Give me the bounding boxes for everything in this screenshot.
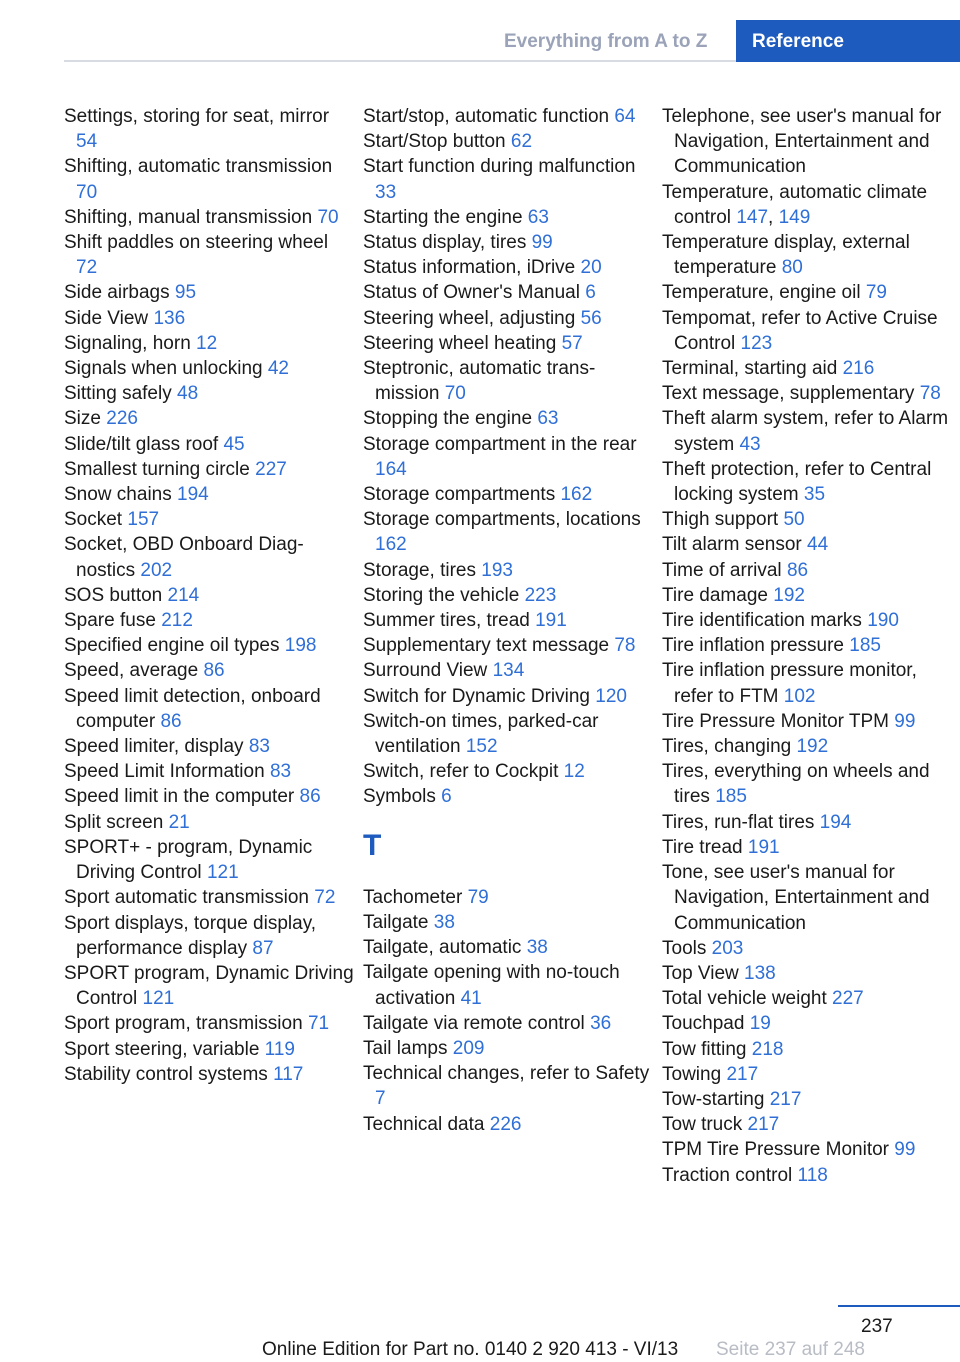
entry-term: Time of arrival — [662, 559, 782, 581]
page-link[interactable]: 216 — [842, 358, 875, 380]
entry-term: Tire inflation pressure monitor, refer to FTM — [662, 660, 917, 707]
index-entry — [64, 583, 354, 608]
page-link[interactable]: 86 — [203, 660, 225, 682]
entry-term: Tire Pressure Monitor TPM — [662, 710, 889, 732]
index-entry — [363, 1061, 653, 1111]
index-entry — [662, 835, 954, 860]
entry-term: Spare fuse — [64, 610, 156, 632]
page-link[interactable]: 147 — [736, 206, 769, 228]
page-link[interactable]: 99 — [894, 1139, 916, 1161]
entry-term: Traction control — [662, 1164, 793, 1186]
index-entry — [363, 885, 653, 910]
index-entry — [363, 1112, 653, 1137]
index-entry — [363, 255, 653, 280]
page-link[interactable]: 56 — [580, 307, 602, 329]
entry-term: Tailgate, automatic — [363, 937, 522, 959]
entry-term: Theft alarm system, refer to Alarm system — [662, 408, 949, 455]
page-link[interactable]: 12 — [196, 332, 218, 354]
page-link[interactable]: 217 — [726, 1063, 759, 1085]
page-link[interactable]: 41 — [460, 987, 482, 1009]
page-link[interactable]: 117 — [273, 1063, 304, 1085]
index-entry — [363, 280, 653, 305]
page-link[interactable]: 38 — [526, 937, 548, 959]
index-entry — [64, 1062, 354, 1087]
page-link[interactable]: 86 — [299, 786, 321, 808]
page-link[interactable]: 87 — [252, 937, 274, 959]
page-link[interactable]: 64 — [614, 106, 636, 127]
index-entry — [64, 885, 354, 910]
index-entry — [662, 1062, 954, 1087]
entry-term: Smallest turning circle — [64, 458, 250, 480]
index-entry — [64, 608, 354, 633]
index-entry — [363, 684, 653, 709]
page-link[interactable]: 54 — [76, 131, 98, 153]
index-entry — [662, 709, 954, 734]
page-link[interactable]: 62 — [510, 131, 533, 153]
index-column-1 — [64, 104, 354, 1087]
entry-term: Socket — [64, 509, 123, 531]
entry-term: Storage, tires — [363, 559, 476, 581]
index-entry — [363, 935, 653, 960]
page-link[interactable]: 19 — [749, 1013, 771, 1035]
page-link[interactable]: 192 — [773, 584, 805, 606]
page-link[interactable]: 162 — [560, 484, 593, 506]
entry-term: Temperature, automatic climate control — [662, 181, 928, 228]
index-entry — [662, 1112, 954, 1137]
page-link[interactable]: 214 — [167, 584, 200, 606]
page-link[interactable]: 217 — [747, 1114, 780, 1136]
page-link[interactable]: 50 — [783, 509, 805, 531]
entry-term: Status information, iDrive — [363, 257, 576, 279]
entry-term: Touchpad — [662, 1013, 745, 1035]
page-link[interactable]: 33 — [375, 181, 397, 203]
index-entry — [363, 154, 653, 204]
entry-term: SPORT program, Dynamic Driving Control — [64, 962, 354, 1010]
page-link[interactable]: 191 — [535, 610, 567, 632]
index-entry — [662, 961, 954, 986]
page-link[interactable]: 119 — [264, 1038, 295, 1060]
page-link[interactable]: 83 — [248, 736, 270, 758]
page-link[interactable]: 191 — [747, 836, 780, 858]
index-entry — [363, 104, 653, 129]
entry-term: Specified engine oil types — [64, 635, 280, 657]
entry-term: Text message, supplementary — [662, 383, 915, 405]
entry-term: Size — [64, 408, 101, 430]
index-entry — [662, 936, 954, 961]
entry-term: Telephone, see user's manual for Navigation, Entertainment and Communication — [662, 106, 942, 178]
page-link[interactable]: 218 — [751, 1038, 784, 1060]
index-entry — [363, 608, 653, 633]
entry-term: Starting the engine — [363, 206, 523, 228]
page-link[interactable]: 44 — [807, 534, 829, 556]
entry-term: Symbols — [363, 786, 436, 808]
index-entry — [363, 306, 653, 331]
entry-term: Top View — [662, 962, 739, 984]
index-entry — [64, 1037, 354, 1062]
reference-tab[interactable]: Reference — [736, 20, 960, 62]
index-entry: Temperature, automatic climate control 147, 149 — [662, 181, 928, 228]
page-link[interactable]: 70 — [76, 181, 98, 203]
index-entry — [363, 633, 653, 658]
index-entry — [662, 457, 954, 507]
entry-term: Sport displays, torque display, performance display — [64, 912, 317, 959]
entry-term: Tire identification marks — [662, 610, 862, 632]
page-link[interactable]: 79 — [865, 282, 887, 304]
index-entry — [662, 104, 954, 180]
page-number: 237 — [861, 1316, 893, 1337]
edition-info: Online Edition for Part no. 0140 2 920 413 - VI/13 — [262, 1339, 679, 1360]
entry-term: Settings, storing for seat, mirror — [64, 106, 330, 127]
entry-term: Start function during malfunction — [363, 156, 636, 178]
watermark: Seite 237 auf 248 — [716, 1339, 865, 1360]
page-link[interactable]: 212 — [161, 610, 193, 632]
entry-term: Tire tread — [662, 836, 743, 858]
page-link[interactable]: 185 — [715, 786, 747, 808]
index-entry — [363, 910, 653, 935]
entry-term: Supplementary text message — [363, 635, 610, 657]
page-link[interactable]: 99 — [894, 710, 916, 732]
index-entry — [363, 482, 653, 507]
page-link[interactable]: 21 — [168, 811, 190, 833]
index-entry — [363, 1011, 653, 1036]
index-entry — [363, 1036, 653, 1061]
page-link[interactable]: 102 — [783, 685, 816, 707]
entry-term: Slide/tilt glass roof — [64, 433, 219, 455]
index-column-3 — [662, 104, 954, 1188]
entry-term: Tachometer — [363, 886, 463, 908]
index-entry — [363, 658, 653, 683]
page-link[interactable]: 70 — [444, 383, 466, 405]
index-entry — [363, 356, 653, 406]
index-entry — [64, 835, 354, 885]
index-entry — [662, 230, 954, 280]
index-column-2 — [363, 104, 653, 1137]
page-link[interactable]: 45 — [223, 433, 245, 455]
entry-term: Tires, changing — [662, 736, 792, 758]
page-link[interactable]: 226 — [489, 1113, 522, 1135]
index-entry — [64, 633, 354, 658]
page-link[interactable]: 194 — [177, 484, 209, 506]
entry-term: Tail lamps — [363, 1037, 448, 1059]
index-entry — [662, 532, 954, 557]
entry-term: Switch-on times, parked-car ventilation — [363, 710, 599, 758]
entry-term: Side View — [64, 307, 149, 329]
entry-term: Tailgate — [363, 911, 429, 933]
page-link[interactable]: 118 — [797, 1164, 828, 1186]
page-link[interactable]: 227 — [255, 458, 287, 480]
entry-term: Storing the vehicle — [363, 584, 520, 606]
page-link[interactable]: 192 — [796, 736, 829, 758]
page-link[interactable]: 226 — [106, 408, 138, 430]
entry-term: Summer tires, tread — [363, 610, 530, 632]
page-link[interactable]: 123 — [740, 332, 773, 354]
entry-term: Steptronic, automatic transmission — [363, 358, 596, 405]
index-entry — [662, 1163, 954, 1188]
entry-term: Stability control systems — [64, 1063, 268, 1085]
page-link[interactable]: 194 — [819, 811, 852, 833]
page-link[interactable]: 99 — [531, 232, 553, 254]
entry-term: Tires, run-flat tires — [662, 811, 815, 833]
entry-term: Tempomat, refer to Active Cruise Control — [662, 307, 938, 354]
index-entry — [64, 784, 354, 809]
entry-term: Surround View — [363, 660, 488, 682]
page-link[interactable]: 6 — [441, 786, 452, 808]
page-link[interactable]: 42 — [267, 358, 289, 380]
entry-term: SOS button — [64, 584, 163, 606]
entry-term: Speed Limit Information — [64, 761, 265, 783]
page-link[interactable]: 136 — [153, 307, 186, 329]
entry-term: Tailgate via remote control — [363, 1012, 585, 1034]
index-entry — [363, 230, 653, 255]
entry-term: Terminal, starting aid — [662, 358, 838, 380]
page-link[interactable]: 190 — [867, 610, 899, 632]
entry-term: Sitting safely — [64, 383, 172, 405]
entry-term: Socket, OBD Onboard Diagnostics — [64, 534, 304, 581]
page-link[interactable]: 185 — [849, 635, 881, 657]
entry-term: Speed limit detection, onboard computer — [64, 685, 321, 732]
entry-term: Tow-starting — [662, 1088, 765, 1110]
index-entry — [64, 331, 354, 356]
entry-term: Technical data — [363, 1113, 485, 1135]
entry-term: Tire inflation pressure — [662, 635, 844, 657]
index-entry — [363, 784, 653, 809]
entry-term: Tow truck — [662, 1114, 743, 1136]
entry-term: Status of Owner's Manual — [363, 282, 580, 304]
index-entry — [662, 356, 954, 381]
page-link[interactable]: 152 — [465, 736, 498, 758]
index-entry — [64, 381, 354, 406]
entry-term: Total vehicle weight — [662, 988, 827, 1010]
index-entry — [64, 154, 354, 204]
index-entry — [64, 1011, 354, 1036]
entry-term: Split screen — [64, 811, 164, 833]
page-link[interactable]: 57 — [561, 332, 583, 354]
entry-term: Snow chains — [64, 484, 172, 506]
page-link[interactable]: 80 — [781, 257, 803, 279]
index-entry — [64, 280, 354, 305]
index-entry — [662, 860, 954, 936]
entry-term: Theft protection, refer to Central locking system — [662, 458, 932, 506]
entry-term: Speed limit in the computer — [64, 786, 295, 808]
index-entry — [64, 230, 354, 280]
index-entry — [363, 709, 653, 759]
page-link[interactable]: 120 — [595, 685, 627, 707]
index-entry — [64, 759, 354, 784]
page-link[interactable]: 134 — [492, 660, 525, 682]
entry-term: Temperature, engine oil — [662, 282, 861, 304]
entry-term: Shifting, manual transmission — [64, 206, 313, 228]
entry-term: Tailgate opening with no-touch activation — [363, 962, 620, 1009]
index-entry — [662, 608, 954, 633]
page-link[interactable]: 138 — [744, 962, 776, 984]
page-link[interactable]: 162 — [375, 534, 407, 556]
index-entry — [64, 356, 354, 381]
index-entry — [363, 432, 653, 482]
entry-term: Signaling, horn — [64, 332, 191, 354]
index-entry — [363, 129, 653, 154]
index-entry — [662, 1011, 954, 1036]
index-entry — [363, 583, 653, 608]
index-entry — [662, 583, 954, 608]
page-link[interactable]: 71 — [307, 1013, 330, 1035]
index-entry — [64, 482, 354, 507]
entry-term: Shifting, automatic transmission — [64, 156, 333, 178]
index-entry — [64, 406, 354, 431]
index-entry — [363, 759, 653, 784]
page-link[interactable]: 223 — [524, 584, 557, 606]
index-entry — [64, 684, 354, 734]
page-link[interactable]: 48 — [177, 383, 199, 405]
page-link[interactable]: 7 — [375, 1088, 386, 1110]
index-entry — [662, 658, 954, 708]
section-title: Everything from A to Z — [504, 31, 708, 52]
index-entry — [662, 734, 954, 759]
entry-term: Tilt alarm sensor — [662, 534, 802, 556]
entry-term: Switch for Dynamic Driving — [363, 685, 590, 707]
entry-term: Storage compartments — [363, 484, 556, 506]
page-link[interactable]: 164 — [375, 458, 407, 480]
entry-term: Temperature display, external temperature — [662, 232, 910, 279]
index-entry — [64, 658, 354, 683]
page-link[interactable]: 6 — [585, 282, 596, 304]
page-link[interactable]: 78 — [614, 635, 636, 657]
index-entry — [64, 306, 354, 331]
entry-term: SPORT+ - program, Dynamic Driving Control — [64, 836, 313, 884]
entry-term: TPM Tire Pressure Monitor — [662, 1139, 889, 1161]
entry-term: Speed, average — [64, 660, 199, 682]
page-link[interactable]: 202 — [140, 559, 173, 581]
entry-term: Sport steering, variable — [64, 1038, 260, 1060]
page-link[interactable]: 43 — [739, 433, 761, 455]
entry-term: Tools — [662, 937, 707, 959]
index-entry — [363, 558, 653, 583]
index-entry — [662, 1087, 954, 1112]
index-entry — [662, 986, 954, 1011]
entry-term: Switch, refer to Cockpit — [363, 761, 559, 783]
page-link[interactable]: 227 — [832, 988, 864, 1010]
index-entry — [64, 734, 354, 759]
index-entry — [64, 532, 354, 582]
footer-rule — [838, 1305, 960, 1307]
index-entry — [64, 432, 354, 457]
page-link[interactable]: 70 — [317, 206, 339, 228]
index-entry — [363, 960, 653, 1010]
index-entry — [662, 558, 954, 583]
entry-term: Tow fitting — [662, 1038, 747, 1060]
page-link[interactable]: 95 — [174, 282, 197, 304]
page-link[interactable]: 12 — [563, 761, 585, 783]
entry-term: Tires, everything on wheels and tires — [662, 761, 930, 808]
index-entry — [662, 406, 954, 456]
entry-term: Steering wheel heating — [363, 332, 557, 354]
page-link[interactable]: 83 — [269, 761, 292, 783]
index-entry — [662, 381, 954, 406]
index-entry — [363, 406, 653, 431]
entry-term: Towing — [662, 1063, 722, 1085]
entry-term: Sport program, transmission — [64, 1013, 303, 1035]
index-entry — [662, 507, 954, 532]
entry-term: Storage compartments, locations — [363, 509, 641, 531]
entry-term: Thigh support — [662, 509, 779, 531]
index-entry — [662, 280, 954, 305]
index-entry — [64, 104, 354, 154]
entry-term: Shift paddles on steering wheel — [64, 232, 329, 254]
entry-term: Speed limiter, display — [64, 736, 244, 758]
page-link[interactable]: 78 — [919, 383, 941, 405]
entry-term: Tire damage — [662, 584, 768, 606]
index-entry — [64, 507, 354, 532]
page-link[interactable]: 86 — [786, 559, 809, 581]
index-entry — [64, 457, 354, 482]
index-entry — [662, 633, 954, 658]
index-entry — [662, 306, 954, 356]
index-entry — [363, 331, 653, 356]
entry-term: Storage compartment in the rear — [363, 433, 637, 455]
index-entry — [662, 759, 954, 809]
page-link[interactable]: 203 — [711, 937, 744, 959]
index-entry — [64, 205, 354, 230]
page-link[interactable]: 20 — [580, 257, 602, 279]
page-link[interactable]: 79 — [467, 886, 489, 908]
page-link[interactable]: 72 — [314, 887, 336, 909]
page-link[interactable]: 217 — [769, 1088, 802, 1110]
index-entry — [64, 911, 354, 961]
entry-term: Steering wheel, adjusting — [363, 307, 576, 329]
entry-term: Signals when unlocking — [64, 358, 263, 380]
index-entry — [64, 961, 354, 1011]
page-link[interactable]: 149 — [778, 206, 811, 228]
index-entry — [363, 507, 653, 557]
entry-term: Tone, see user's manual for Navigation, Entertainment and Communication — [662, 862, 930, 934]
entry-term: Start/Stop button — [363, 131, 506, 153]
page-link[interactable]: 63 — [527, 206, 549, 228]
page-link[interactable]: 38 — [433, 911, 455, 933]
page-link[interactable]: 72 — [76, 257, 98, 279]
entry-term: Status display, tires — [363, 232, 527, 254]
page-link[interactable]: 121 — [142, 988, 175, 1010]
index-entry — [662, 810, 954, 835]
entry-term: Sport automatic transmission — [64, 887, 309, 909]
page-link[interactable]: 157 — [127, 509, 160, 531]
entry-term: Technical changes, refer to Safety — [363, 1063, 650, 1085]
page-link[interactable]: 209 — [452, 1037, 485, 1059]
entry-term: Stopping the engine — [363, 408, 533, 430]
page-link[interactable]: 198 — [284, 635, 317, 657]
page-link[interactable]: 36 — [590, 1012, 612, 1034]
index-entry — [662, 1037, 954, 1062]
index-entry — [64, 810, 354, 835]
page-link[interactable]: 63 — [537, 408, 559, 430]
section-letter: T — [363, 828, 382, 862]
page-link[interactable]: 193 — [481, 559, 513, 581]
page-link[interactable]: 121 — [206, 862, 239, 884]
page-link[interactable]: 35 — [803, 484, 826, 506]
index-entry — [662, 1137, 954, 1162]
index-entry — [363, 205, 653, 230]
page-link[interactable]: 86 — [160, 710, 182, 732]
entry-term: Side airbags — [64, 282, 170, 304]
entry-term: Start/stop, automatic function — [363, 106, 610, 127]
